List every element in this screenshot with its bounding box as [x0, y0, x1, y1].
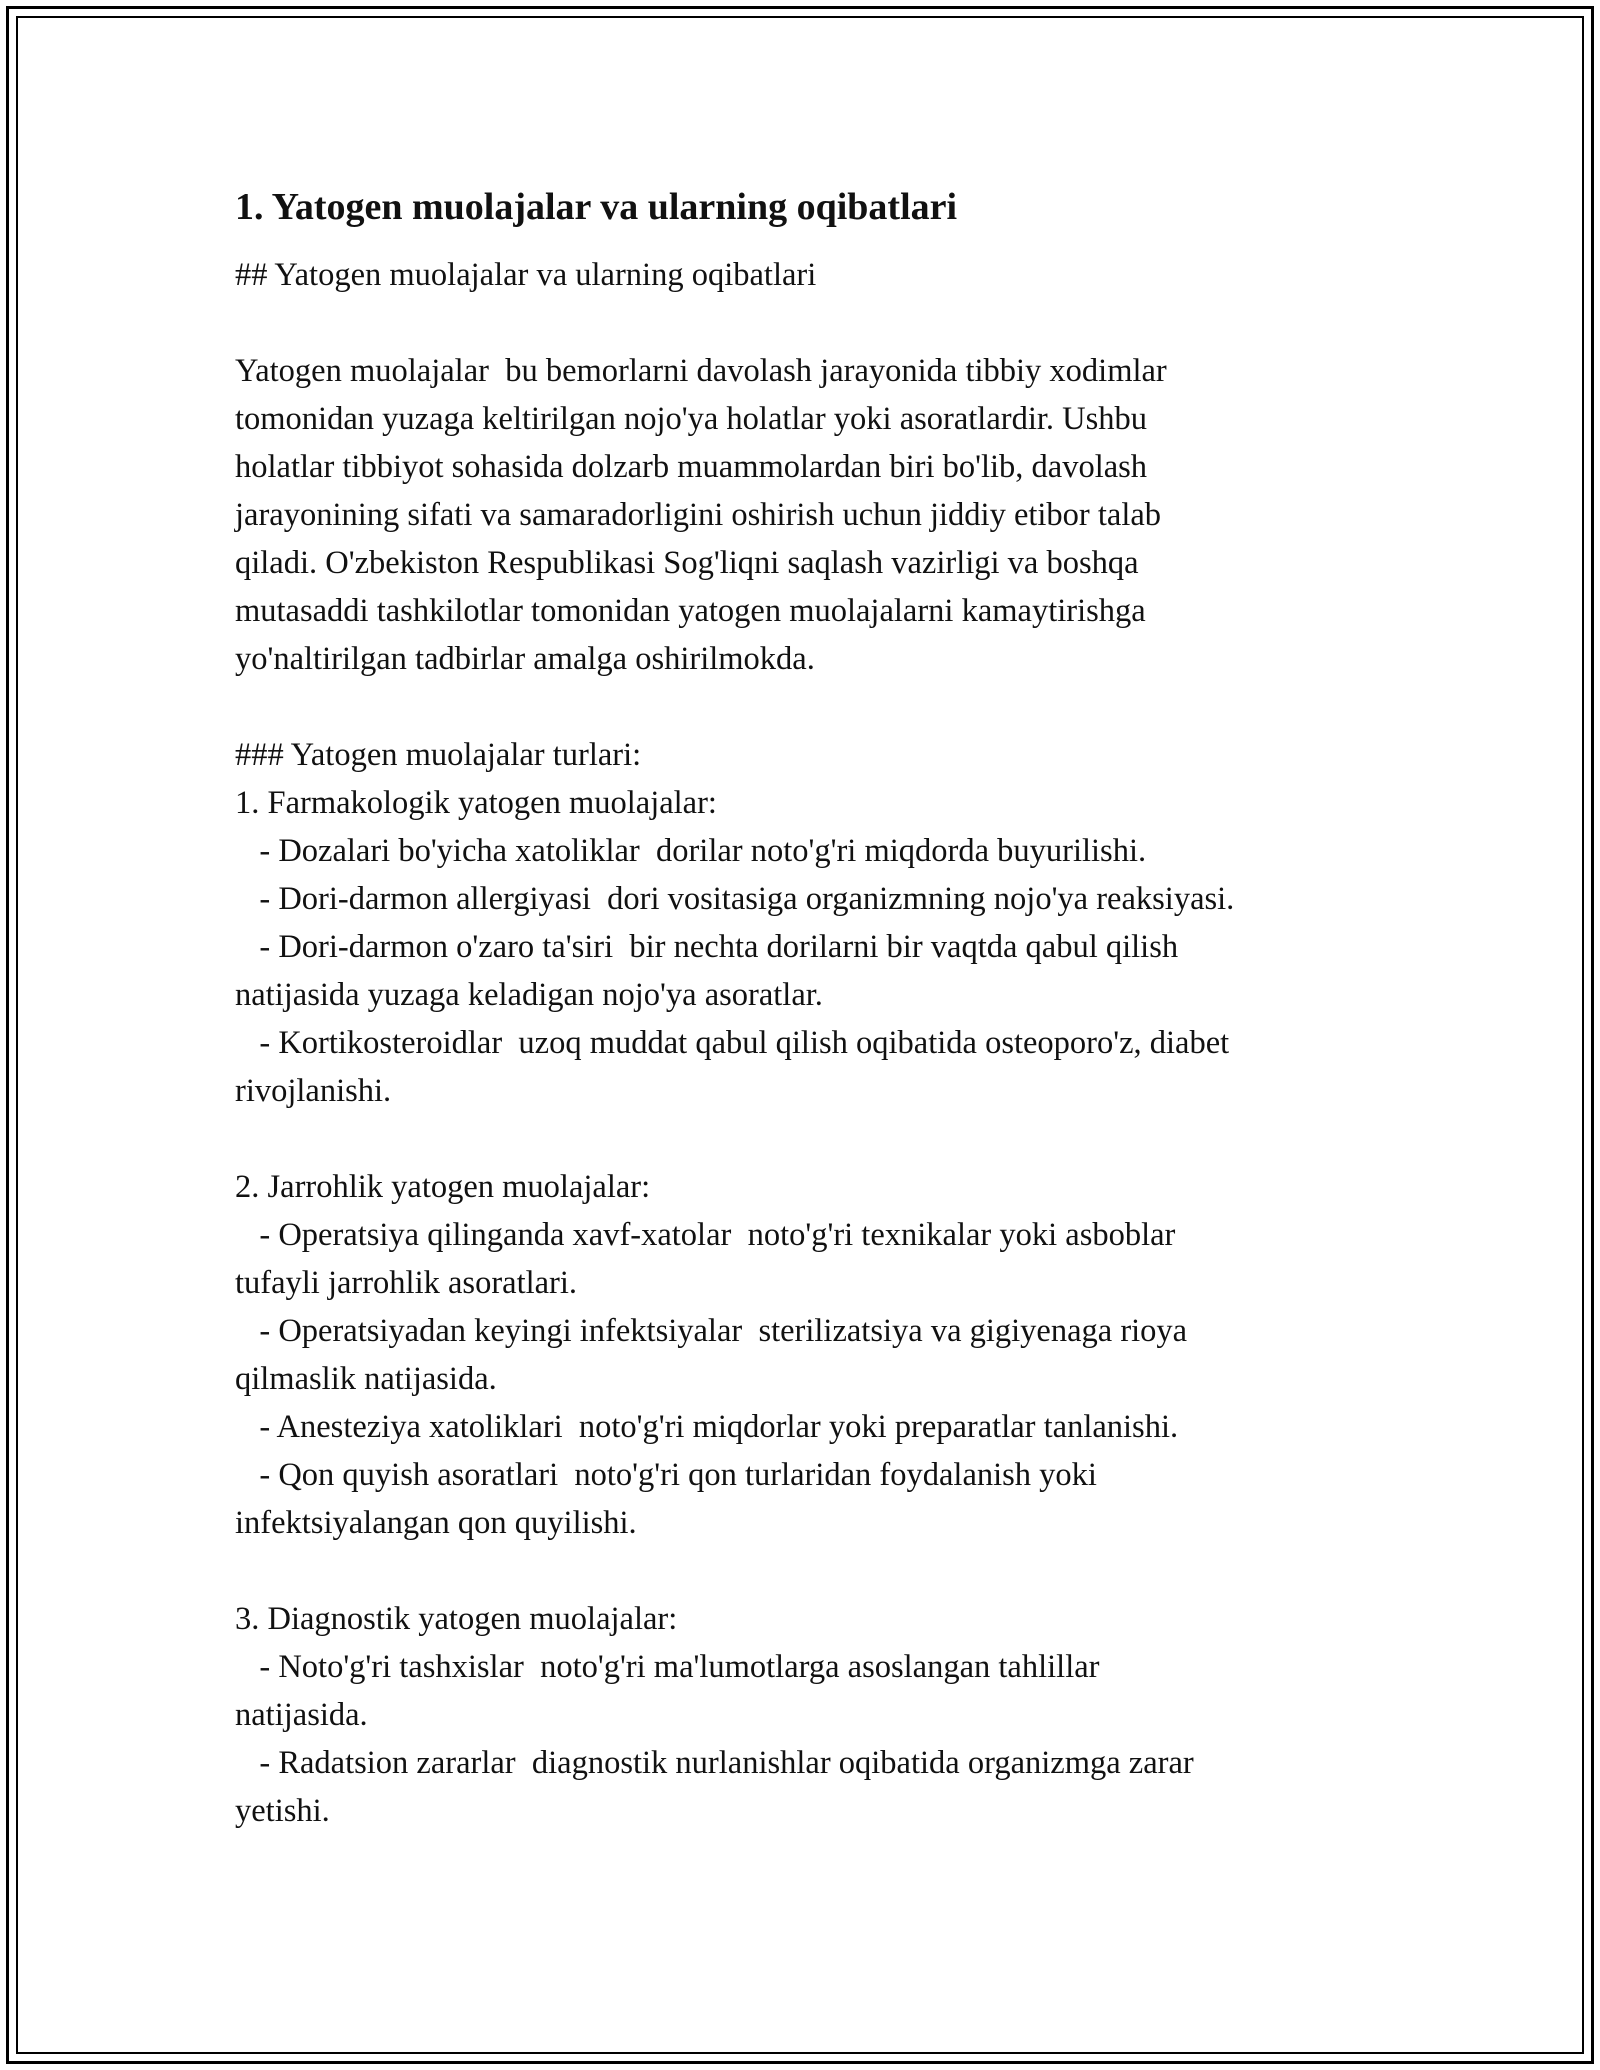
document-text — [235, 251, 1415, 1835]
text-line: - Dori-darmon o'zaro ta'siri bir nechta dorilarni bir vaqtda qabul qilish — [235, 929, 1179, 965]
text-line: yo'naltirilgan tadbirlar amalga oshirilmokda. — [235, 641, 815, 677]
text-line: 1. Farmakologik yatogen muolajalar: — [235, 785, 717, 821]
text-line: - Anesteziya xatoliklari noto'g'ri miqdorlar yoki preparatlar tanlanishi. — [235, 1409, 1179, 1445]
text-line: - Operatsiyadan keyingi infektsiyalar sterilizatsiya va gigiyenaga rioya — [235, 1313, 1188, 1349]
text-line: holatlar tibbiyot sohasida dolzarb muammolardan biri bo'lib, davolash — [235, 449, 1148, 485]
text-line: 2. Jarrohlik yatogen muolajalar: — [235, 1169, 651, 1205]
text-line: - Operatsiya qilinganda xavf-xatolar noto'g'ri texnikalar yoki asboblar — [235, 1217, 1176, 1253]
blank-line — [235, 683, 1415, 731]
text-line: natijasida yuzaga keladigan nojo'ya asoratlar. — [235, 977, 823, 1013]
text-line: ### Yatogen muolajalar turlari: — [235, 737, 642, 773]
text-line: qiladi. O'zbekiston Respublikasi Sog'liqni saqlash vazirligi va boshqa — [235, 545, 1139, 581]
text-line: - Dozalari bo'yicha xatoliklar dorilar noto'g'ri miqdorda buyurilishi. — [235, 833, 1147, 869]
text-line: - Noto'g'ri tashxislar noto'g'ri ma'lumotlarga asoslangan tahlillar — [235, 1649, 1100, 1685]
text-line: Yatogen muolajalar bu bemorlarni davolash jarayonida tibbiy xodimlar — [235, 353, 1167, 389]
text-line: qilmaslik natijasida. — [235, 1361, 497, 1397]
text-line: yetishi. — [235, 1793, 330, 1829]
text-line: natijasida. — [235, 1697, 368, 1733]
text-line: tomonidan yuzaga keltirilgan nojo'ya holatlar yoki asoratlardir. Ushbu — [235, 401, 1148, 437]
blank-line — [235, 1547, 1415, 1595]
text-line: tufayli jarrohlik asoratlari. — [235, 1265, 578, 1301]
text-line: - Kortikosteroidlar uzoq muddat qabul qilish oqibatida osteoporo'z, diabet — [235, 1025, 1230, 1061]
text-line: - Radatsion zararlar diagnostik nurlanishlar oqibatida organizmga zarar — [235, 1745, 1194, 1781]
document-body — [235, 183, 1415, 1835]
text-line: - Qon quyish asoratlari noto'g'ri qon turlaridan foydalanish yoki — [235, 1457, 1097, 1493]
text-line: 3. Diagnostik yatogen muolajalar: — [235, 1601, 678, 1637]
blank-line — [235, 299, 1415, 347]
text-line: ## Yatogen muolajalar va ularning oqibatlari — [235, 257, 817, 293]
text-line: infektsiyalangan qon quyilishi. — [235, 1505, 637, 1541]
text-line: jarayonining sifati va samaradorligini oshirish uchun jiddiy etibor talab — [235, 497, 1162, 533]
document-title: 1. Yatogen muolajalar va ularning oqibatlari — [235, 186, 958, 228]
text-line: mutasaddi tashkilotlar tomonidan yatogen muolajalarni kamaytirishga — [235, 593, 1146, 629]
text-line: - Dori-darmon allergiyasi dori vositasiga organizmning nojo'ya reaksiyasi. — [235, 881, 1235, 917]
blank-line — [235, 1115, 1415, 1163]
text-line: rivojlanishi. — [235, 1073, 392, 1109]
